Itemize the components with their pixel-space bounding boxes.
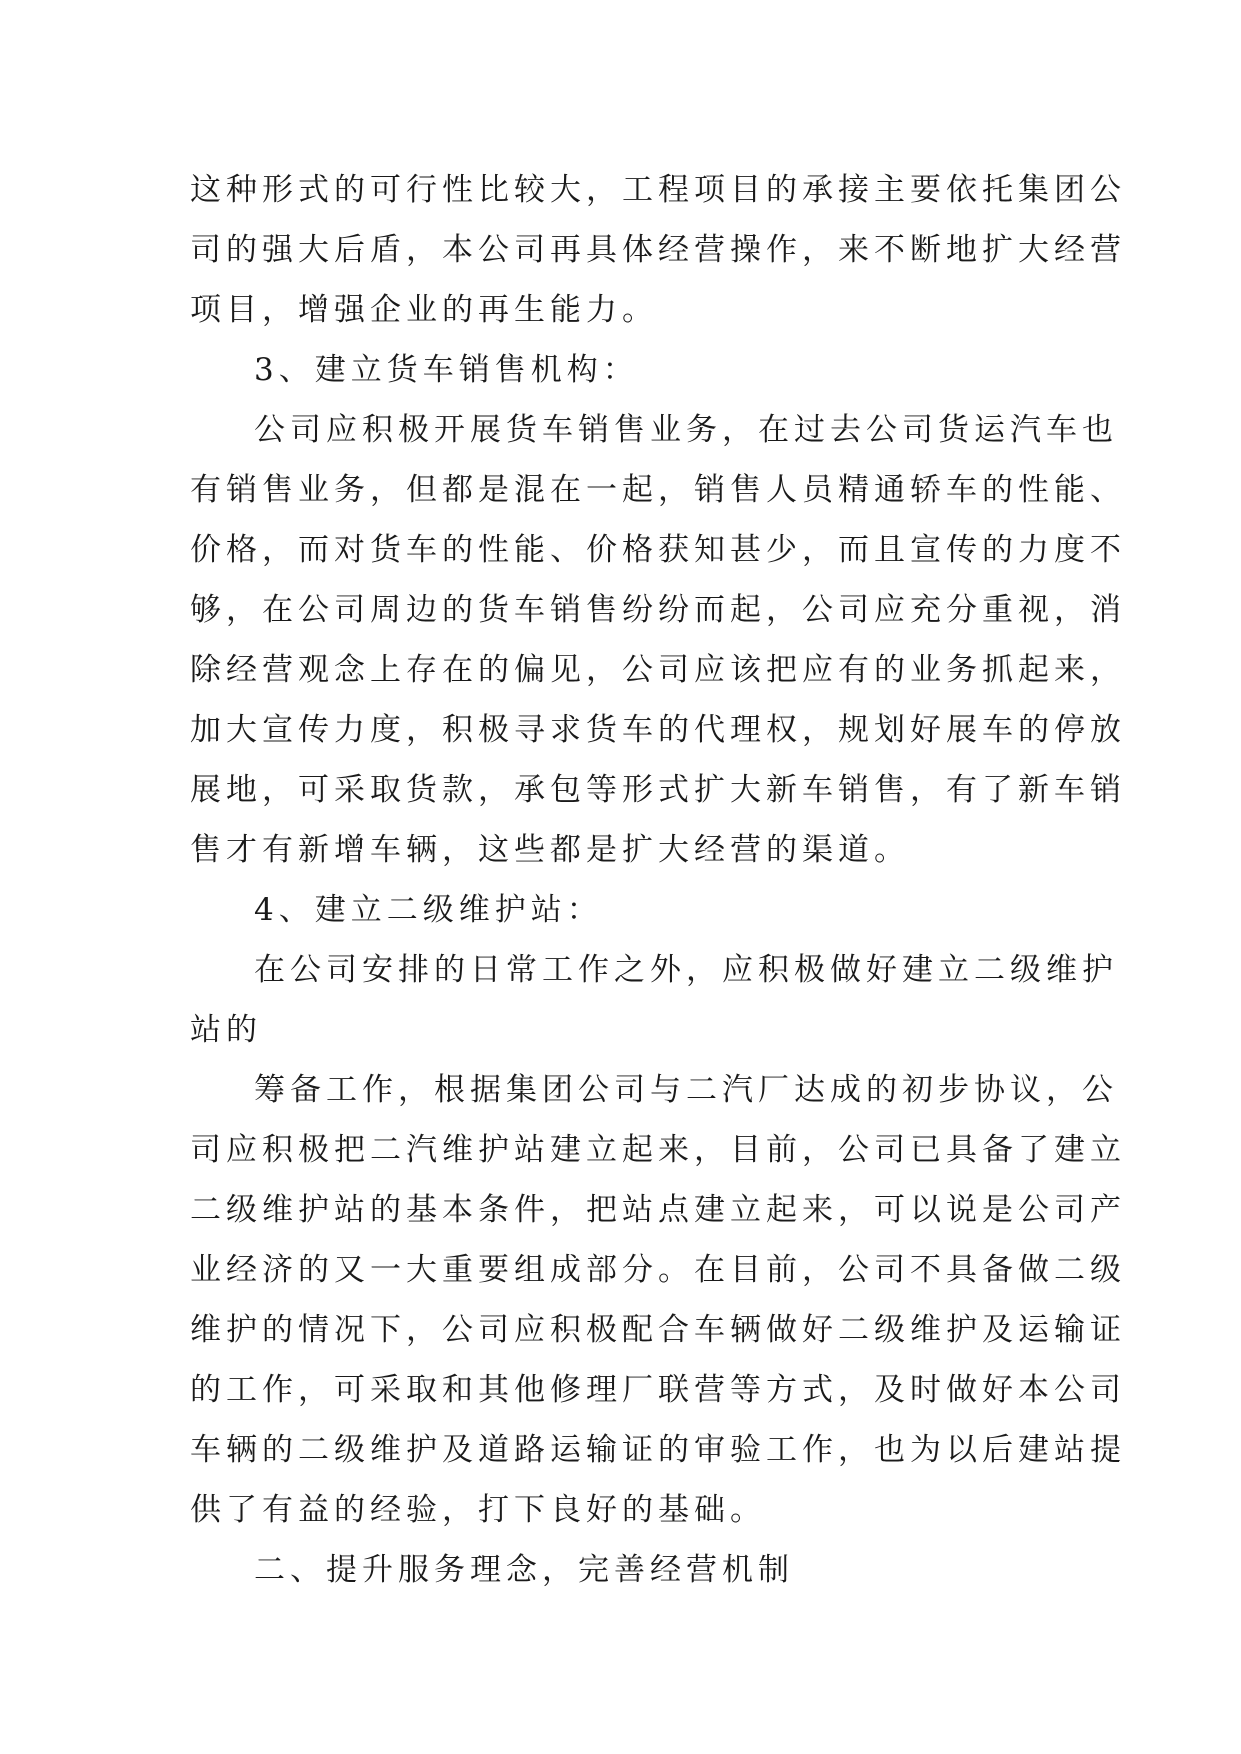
text-line: 价格，而对货车的性能、价格获知甚少，而且宣传的力度不 [190, 532, 1126, 568]
text-line: 够，在公司周边的货车销售纷纷而起，公司应充分重视，消 [190, 592, 1126, 628]
text-line: 供了有益的经验，打下良好的基础。 [190, 1492, 766, 1528]
text-line: 有销售业务，但都是混在一起，销售人员精通轿车的性能、 [190, 472, 1126, 508]
document-body [190, 160, 1126, 1600]
text-line: 站的 [190, 1012, 262, 1048]
text-line: 加大宣传力度，积极寻求货车的代理权，规划好展车的停放 [190, 712, 1126, 748]
text-line: 车辆的二级维护及道路运输证的审验工作，也为以后建站提 [190, 1432, 1126, 1468]
text-line: 在公司安排的日常工作之外，应积极做好建立二级维护 [254, 952, 1118, 988]
text-line: 司应积极把二汽维护站建立起来，目前，公司已具备了建立 [190, 1132, 1126, 1168]
paragraph-maintenance-intro [190, 940, 1118, 1060]
text-line: 项目，增强企业的再生能力。 [190, 292, 658, 328]
paragraph-project-undertaking [190, 160, 1126, 340]
text-line: 除经营观念上存在的偏见，公司应该把应有的业务抓起来， [190, 652, 1126, 688]
text-line: 业经济的又一大重要组成部分。在目前，公司不具备做二级 [190, 1252, 1126, 1288]
text-line: 二级维护站的基本条件，把站点建立起来，可以说是公司产 [190, 1192, 1126, 1228]
paragraph-maintenance-preparation [190, 1060, 1126, 1540]
text-line: 公司应积极开展货车销售业务，在过去公司货运汽车也 [254, 412, 1118, 448]
text-line: 售才有新增车辆，这些都是扩大经营的渠道。 [190, 832, 910, 868]
text-line: 展地，可采取货款，承包等形式扩大新车销售，有了新车销 [190, 772, 1126, 808]
text-line: 的工作，可采取和其他修理厂联营等方式，及时做好本公司 [190, 1372, 1126, 1408]
text-line: 维护的情况下，公司应积极配合车辆做好二级维护及运输证 [190, 1312, 1126, 1348]
section-heading: 3、建立货车销售机构： [254, 352, 639, 388]
text-line: 司的强大后盾，本公司再具体经营操作，来不断地扩大经营 [190, 232, 1126, 268]
heading-truck-sales [190, 340, 1070, 400]
heading-service-concept [190, 1540, 1070, 1600]
paragraph-truck-sales [190, 400, 1126, 880]
text-line: 这种形式的可行性比较大，工程项目的承接主要依托集团公 [190, 172, 1126, 208]
heading-maintenance-station [190, 880, 1070, 940]
section-heading: 二、提升服务理念，完善经营机制 [254, 1552, 794, 1588]
section-heading: 4、建立二级维护站： [254, 892, 603, 928]
text-line: 筹备工作，根据集团公司与二汽厂达成的初步协议，公 [254, 1072, 1118, 1108]
